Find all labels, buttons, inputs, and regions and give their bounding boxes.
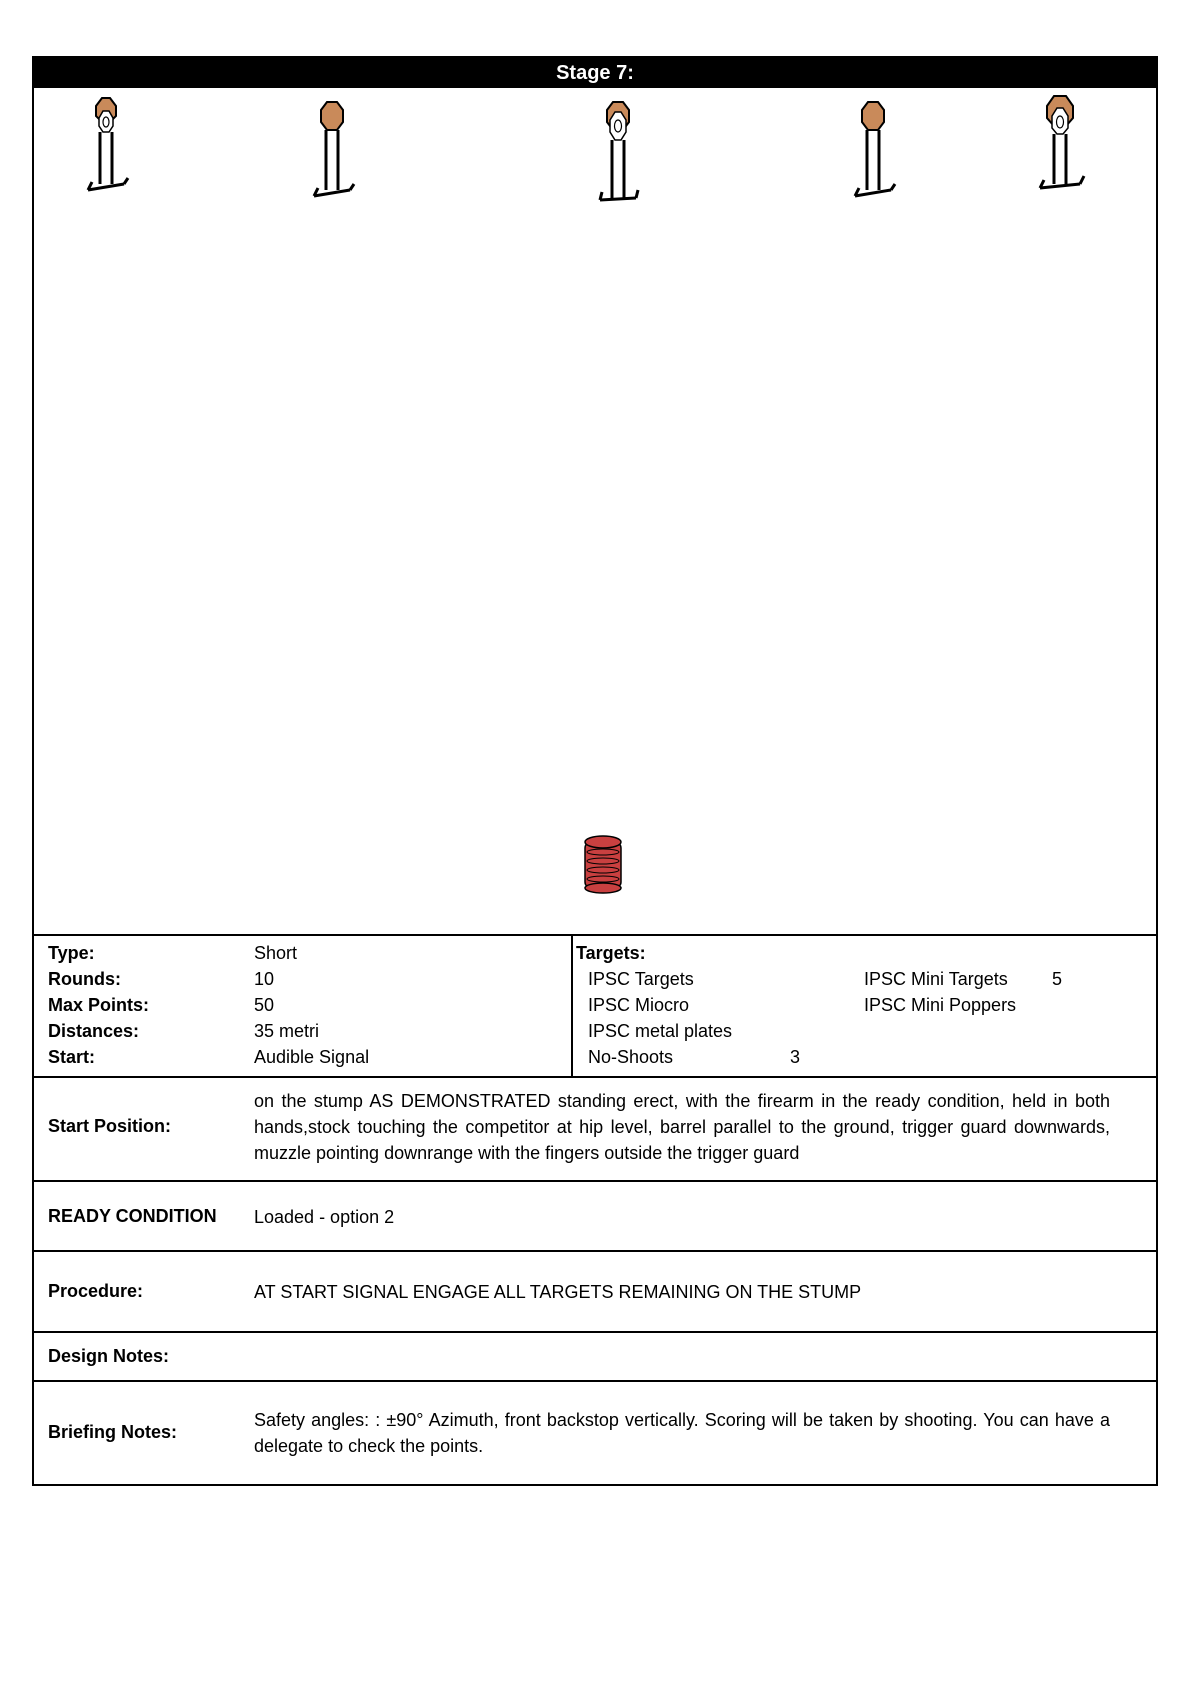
target-stand-2 [314, 102, 354, 196]
max-points-value: 50 [254, 995, 275, 1015]
briefing-notes-section [34, 1382, 1156, 1484]
ipsc-miocro-label: IPSC Miocro [588, 995, 690, 1015]
target-stand-1 [88, 98, 128, 190]
procedure-label: Procedure: [48, 1281, 144, 1301]
targets-label: Targets: [576, 943, 646, 963]
distances-label: Distances: [48, 1021, 140, 1041]
procedure-text: AT START SIGNAL ENGAGE ALL TARGETS REMAINING ON THE STUMP [254, 1282, 862, 1302]
start-position-section [34, 1076, 1156, 1182]
ready-condition-label: READY CONDITION [48, 1206, 217, 1226]
start-position-text: on the stump AS DEMONSTRATED standing erect, with the firearm in the ready condition, held in both hands,stock touching the competitor at hip level, barrel parallel to the ground, trigger guard downwards, muzzle pointing downrange with the fingers outside the trigger guard [254, 1091, 1110, 1163]
mini-poppers-label: IPSC Mini Poppers [864, 995, 1017, 1015]
stage-info [34, 934, 1156, 1078]
stump-icon [585, 836, 621, 893]
start-label: Start: [48, 1047, 96, 1067]
target-stand-5 [1040, 96, 1084, 188]
type-label: Type: [48, 943, 95, 963]
distances-value: 35 metri [254, 1021, 320, 1041]
stage-sheet [32, 56, 1158, 1486]
rounds-value: 10 [254, 969, 275, 989]
no-shoots-label: No-Shoots [588, 1047, 674, 1067]
ipsc-targets-label: IPSC Targets [588, 969, 694, 989]
rounds-label: Rounds: [48, 969, 121, 989]
stage-diagram-svg [34, 88, 1156, 934]
max-points-label: Max Points: [48, 995, 150, 1015]
type-value: Short [254, 943, 298, 963]
info-divider [571, 934, 573, 1076]
target-stand-4 [855, 102, 895, 196]
target-stand-3 [600, 102, 638, 200]
stage-title: Stage 7: [34, 58, 1156, 88]
ready-condition-section [34, 1182, 1156, 1252]
briefing-notes-label: Briefing Notes: [48, 1422, 178, 1442]
stage-diagram [34, 88, 1156, 936]
design-notes-section [34, 1333, 1156, 1382]
briefing-notes-text: Safety angles: : ±90° Azimuth, front backstop vertically. Scoring will be taken by shooting. You can have a delegate to check the points. [254, 1410, 1110, 1456]
ipsc-metal-plates-label: IPSC metal plates [588, 1021, 733, 1041]
ready-condition-text: Loaded - option 2 [254, 1207, 395, 1227]
start-value: Audible Signal [254, 1047, 370, 1067]
mini-targets-label: IPSC Mini Targets [864, 969, 1008, 989]
no-shoots-count: 3 [790, 1047, 801, 1067]
design-notes-label: Design Notes: [48, 1346, 170, 1366]
procedure-section [34, 1252, 1156, 1333]
start-position-label: Start Position: [48, 1116, 172, 1136]
mini-targets-count: 5 [1052, 969, 1063, 989]
